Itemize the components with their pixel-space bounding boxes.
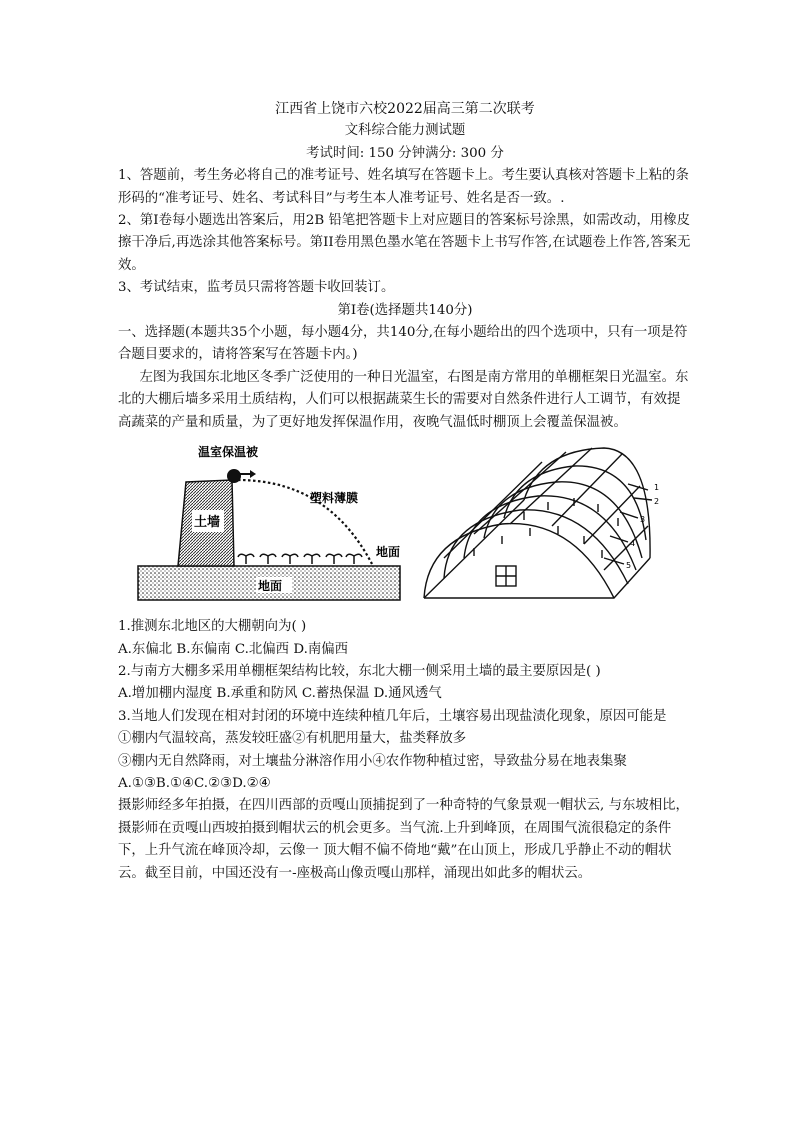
label-num-2: 2 bbox=[654, 497, 660, 507]
instruction-2: 2、第I卷每小题选出答案后，用2B 铅笔把答题卡上对应题目的答案标号涂黑，如需改动，用橡皮擦干净后,再选涂其他答案标号。第II卷用黑色墨水笔在答题卡上书写作答,在试题卷上作答,答案无效。 bbox=[118, 213, 691, 273]
figures bbox=[118, 440, 692, 606]
label-ground-bottom: 地面 bbox=[258, 579, 283, 594]
label-num-4: 4 bbox=[630, 539, 636, 549]
question-3: 3.当地人们发现在相对封闭的环境中连续种植几年后，土壤容易出现盐渍化现象，原因可能是 bbox=[118, 708, 667, 724]
exam-subtitle: 文科综合能力测试题 bbox=[344, 123, 466, 139]
question-2: 2.与南方大棚多采用单棚框架结构比较，东北大棚一侧采用土墙的最主要原因是( ) bbox=[118, 663, 601, 679]
question-3-statement-a: ①棚内气温较高，蒸发较旺盛②有机肥用量大，盐类释放多 bbox=[118, 731, 467, 747]
label-quilt: 温室保温被 bbox=[198, 445, 259, 460]
question-3-options: A.①③B.①④C.②③D.②④ bbox=[118, 775, 271, 791]
label-num-5: 5 bbox=[626, 561, 632, 571]
greenhouse-diagram-right bbox=[414, 440, 664, 606]
greenhouse-diagram-left bbox=[118, 440, 402, 606]
exam-page bbox=[118, 98, 692, 885]
exam-duration: 考试时间: 150 分钟满分: 300 分 bbox=[306, 145, 504, 161]
label-num-3: 3 bbox=[640, 515, 646, 525]
seedlings bbox=[238, 554, 362, 564]
section-heading: 第I卷(选择题共140分) bbox=[337, 302, 473, 318]
label-film: 塑料薄膜 bbox=[310, 491, 359, 506]
question-3-statement-b: ③棚内无自然降雨，对土壤盐分淋溶作用小④农作物种植过密，导致盐分易在地表集聚 bbox=[118, 753, 627, 769]
instruction-1: 1、答题前，考生务必将自己的准考证号、姓名填写在答题卡上。考生要认真核对答题卡上粘的条形码的“准考证号、姓名、考试科目”与考生本人准考证号、姓名是否一致。. bbox=[118, 168, 689, 206]
section-intro: 一、选择题(本题共35个小题，每小题4分，共140分,在每小题给出的四个选项中，只有一项是符合题目要求的，请将答案写在答题卡内。) bbox=[118, 325, 688, 363]
question-1: 1.推测东北地区的大棚朝向为( ) bbox=[118, 619, 307, 635]
label-num-1: 1 bbox=[654, 483, 660, 493]
frame-structure bbox=[424, 448, 652, 598]
label-wall: 土墙 bbox=[194, 515, 221, 531]
question-1-options: A.东偏北 B.东偏南 C.北偏西 D.南偏西 bbox=[118, 641, 349, 657]
exam-title: 江西省上饶市六校2022届高三第二次联考 bbox=[275, 101, 535, 117]
passage-cap-cloud: 摄影师经多年拍摄，在四川西部的贡嘎山顶捕捉到了一种奇特的气象景观一帽状云, 与东坡相比，摄影师在贡嘎山西坡拍摄到帽状云的机会更多。当气流.上升到峰顶，在周围气流很稳定的条件下，上升气流在峰顶冷却，云像一 顶大帽不偏不倚地“戴”在山顶上，形成几乎静止不动的帽状云。截至目前，中国还没有一-座极高山像贡嘎山那样，涌现出如此多的帽状云。 bbox=[118, 798, 689, 881]
question-2-options: A.增加棚内湿度 B.承重和防风 C.蓄热保温 D.通风透气 bbox=[118, 686, 442, 702]
passage-greenhouse: 左图为我国东北地区冬季广泛使用的一种日光温室，右图是南方常用的单棚框架日光温室。东北的大棚后墙多采用土质结构，人们可以根据蔬菜生长的需要对自然条件进行人工调节，有效提高蔬菜的产量和质量，为了更好地发挥保温作用，夜晚气温低时棚顶上会覆盖保温被。 bbox=[118, 369, 689, 430]
label-ground-right: 地面 bbox=[376, 545, 401, 560]
instruction-3: 3、考试结束，监考员只需将答题卡收回装订。 bbox=[118, 280, 395, 296]
